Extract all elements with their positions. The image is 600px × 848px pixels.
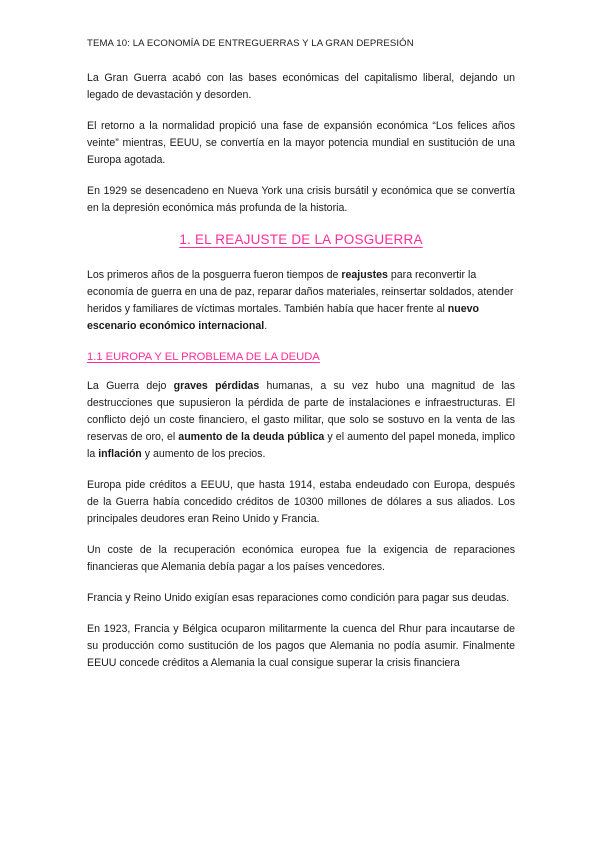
bold-graves-perdidas: graves pérdidas: [173, 380, 260, 392]
section1-1-paragraph-3: Un coste de la recuperación económica europea fue la exigencia de reparaciones financieras que Alemania debía pagar a los países vencedores.: [87, 544, 515, 573]
intro-paragraph-3: En 1929 se desencadeno en Nueva York una crisis bursátil y económica que se convertía en la depresión económica más profunda de la historia.: [87, 185, 515, 214]
section1-1-paragraph-4: Francia y Reino Unido exigían esas reparaciones como condición para pagar sus deudas.: [87, 592, 510, 604]
section-heading-1: 1. EL REAJUSTE DE LA POSGUERRA: [179, 232, 423, 247]
text-run: La Guerra dejo: [87, 380, 174, 392]
section-heading-1-1: 1.1 EUROPA Y EL PROBLEMA DE LA DEUDA: [87, 351, 320, 363]
text-run: para reconvertir la economía de guerra en una de paz, reparar daños materiales, reinsertar soldados, atender heridos y familiares de víctimas mortales. También había que hacer frente al: [87, 269, 514, 315]
section1-paragraph-1: [87, 267, 515, 335]
bold-inflacion: inflación: [98, 448, 142, 460]
section1-1-paragraph-2: Europa pide créditos a EEUU, que hasta 1914, estaba endeudado con Europa, después de la Guerra había concedido créditos de 10300 millones de dólares a sus aliados. Los principales deudores eran Reino Unido y Francia.: [87, 479, 515, 525]
intro-paragraph-1: La Gran Guerra acabó con las bases económicas del capitalismo liberal, dejando un legado de devastación y desorden.: [87, 72, 515, 101]
bold-nuevo-escenario: nuevo escenario económico internacional: [87, 303, 479, 332]
intro-paragraph-2: El retorno a la normalidad propició una fase de expansión económica “Los felices años veinte” mientras, EEUU, se convertía en la mayor potencia mundial en sustitución de una Europa agotada.: [87, 120, 515, 166]
section1-1-paragraph-5: En 1923, Francia y Bélgica ocuparon militarmente la cuenca del Rhur para incautarse de su producción como sustitución de los pagos que Alemania no podía asumir. Finalmente EEUU concede créditos a Alemania la cual consigue superar la crisis financiera: [87, 623, 515, 669]
document-body: [87, 70, 515, 686]
text-run: y el aumento del papel moneda, implico la: [87, 431, 515, 460]
text-run: humanas, a su vez hubo una magnitud de las destrucciones que supusieron la pérdida de parte de instalaciones e infraestructuras. El conflicto dejó un coste financiero, el gasto militar, que solo se sostuvo en la venta de las reservas de oro, el: [87, 380, 515, 443]
bold-reajustes: reajustes: [341, 269, 388, 281]
section1-1-paragraph-1: [87, 378, 515, 463]
text-run: y aumento de los precios.: [141, 448, 266, 460]
page-header: TEMA 10: LA ECONOMÍA DE ENTREGUERRAS Y LA GRAN DEPRESIÓN: [87, 38, 414, 49]
text-run: Los primeros años de la posguerra fueron tiempos de: [87, 269, 342, 281]
bold-aumento-deuda: aumento de la deuda pública: [178, 431, 325, 443]
text-run: .: [264, 320, 268, 332]
